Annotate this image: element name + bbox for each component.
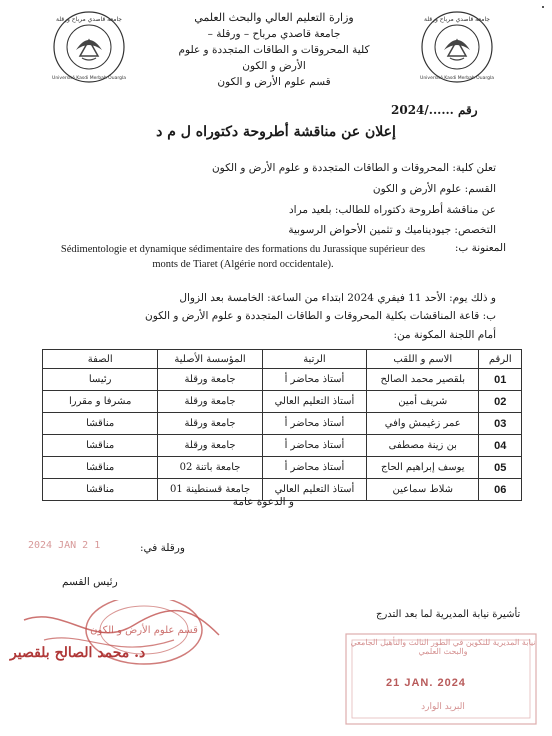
member-role: رئيسا bbox=[43, 369, 158, 391]
logo-arabic-text: جامعة قاصدي مرباح ورقلة bbox=[424, 16, 490, 23]
logo-latin-text: Université Kasdi Merbah Ouargla bbox=[52, 76, 126, 81]
member-name: يوسف إبراهيم الحاج bbox=[367, 457, 479, 479]
faculty-name: كلية المحروقات و الطاقات المتجددة و علوم الأرض و الكون bbox=[178, 44, 370, 72]
visa-label: تأشيرة نيابة المديرية لما بعد التدرج bbox=[376, 609, 521, 620]
member-number: 04 bbox=[479, 435, 522, 457]
member-name: عمر زغيمش وافي bbox=[367, 413, 479, 435]
member-role: مشرفا و مقررا bbox=[43, 391, 158, 413]
member-number: 03 bbox=[479, 413, 522, 435]
member-rank: أستاذ محاضر أ bbox=[262, 435, 366, 457]
member-number: 05 bbox=[479, 457, 522, 479]
member-number: 02 bbox=[479, 391, 522, 413]
column-header: الرقم bbox=[479, 350, 522, 369]
member-institution: جامعة قسنطينة 01 bbox=[158, 479, 262, 501]
member-number: 01 bbox=[479, 369, 522, 391]
reference-number: رقم ....../2024 bbox=[391, 103, 478, 117]
university-logo-right bbox=[420, 10, 494, 84]
thesis-title: Sédimentologie et dynamique sédimentaire des formations du Jurassique supérieur des monts de Tiaret (Algérie nord occidentale). bbox=[60, 244, 426, 270]
member-institution: جامعة باتنة 02 bbox=[158, 457, 262, 479]
member-institution: جامعة ورقلة bbox=[158, 413, 262, 435]
member-rank: أستاذ محاضر أ bbox=[262, 413, 366, 435]
logo-latin-text: Université Kasdi Merbah Ouargla bbox=[420, 76, 494, 81]
university-logo-left bbox=[52, 10, 126, 84]
table-row bbox=[43, 457, 522, 479]
member-name: بلقصير محمد الصالح bbox=[367, 369, 479, 391]
ministry-name: وزارة التعليم العالي والبحث العلمي bbox=[194, 11, 354, 24]
member-rank: أستاذ محاضر أ bbox=[262, 369, 366, 391]
thesis-label: المعنونة ب: bbox=[454, 242, 506, 254]
member-rank: أستاذ التعليم العالي bbox=[262, 479, 366, 501]
member-rank: أستاذ التعليم العالي bbox=[262, 391, 366, 413]
column-header: الصفة bbox=[43, 350, 158, 369]
announcement-venue: ب: قاعة المناقشات بكلية المحروقات و الطاقات المتجددة و علوم الأرض و الكون bbox=[145, 310, 496, 322]
announcement-faculty: تعلن كلية: المحروقات و الطاقات المتجددة و علوم الأرض و الكون bbox=[211, 162, 496, 174]
reception-stamp-date: 21 JAN. 2024 bbox=[386, 677, 466, 689]
column-header: الاسم و اللقب bbox=[367, 350, 479, 369]
page-mark bbox=[542, 6, 544, 8]
member-name: شريف أمين bbox=[367, 391, 479, 413]
reception-stamp-header: نيابة المديرية للتكوين في الطور الثالث والتأهيل الجامعي والبحث العلمي bbox=[350, 638, 536, 656]
member-name: بن زينة مصطفى bbox=[367, 435, 479, 457]
member-institution: جامعة ورقلة bbox=[158, 391, 262, 413]
department-name: قسم علوم الأرض و الكون bbox=[217, 76, 331, 88]
announcement-student: عن مناقشة أطروحة دكتوراه للطالب: بلعيد مراد bbox=[289, 204, 496, 216]
member-rank: أستاذ محاضر أ bbox=[262, 457, 366, 479]
member-institution: جامعة ورقلة bbox=[158, 369, 262, 391]
announcement-specialty: التخصص: جيوديناميك و تثمين الأحواض الرسوبية bbox=[288, 224, 496, 236]
member-role: مناقشا bbox=[43, 435, 158, 457]
column-header: المؤسسة الأصلية bbox=[158, 350, 262, 369]
table-row bbox=[43, 369, 522, 391]
signer-name: د. محمد الصالح بلقصير bbox=[10, 645, 146, 661]
member-institution: جامعة ورقلة bbox=[158, 435, 262, 457]
announcement-title: إعلان عن مناقشة أطروحة دكتوراه ل م د bbox=[156, 124, 396, 140]
member-name: شلاط سماعين bbox=[367, 479, 479, 501]
table-row bbox=[43, 413, 522, 435]
announcement-date: و ذلك يوم: الأحد 11 فيفري 2024 ابتداء من الساعة: الخامسة بعد الزوال bbox=[179, 292, 496, 304]
university-name: جامعة قاصدي مرباح – ورقلة – bbox=[207, 28, 341, 40]
member-number: 06 bbox=[479, 479, 522, 501]
table-row bbox=[43, 391, 522, 413]
head-of-department-title: رئيس القسم bbox=[62, 576, 118, 588]
member-role: مناقشا bbox=[43, 413, 158, 435]
stamp-text: قسم علوم الأرض و الكون bbox=[90, 625, 198, 636]
table-header-row bbox=[43, 350, 522, 369]
announcement-department: القسم: علوم الأرض و الكون bbox=[372, 183, 496, 195]
member-role: مناقشا bbox=[43, 479, 158, 501]
signature-place: ورقلة في: bbox=[140, 542, 185, 554]
general-invitation: و الدعوة عامة bbox=[232, 496, 294, 508]
member-role: مناقشا bbox=[43, 457, 158, 479]
committee-table bbox=[42, 349, 522, 501]
document-header bbox=[164, 10, 384, 90]
reception-stamp-footer: البريد الوارد bbox=[421, 702, 465, 712]
committee-intro: أمام اللجنة المكونة من: bbox=[393, 329, 496, 341]
table-row bbox=[43, 435, 522, 457]
column-header: الرتبة bbox=[262, 350, 366, 369]
date-stamp: 2024 JAN 2 1 bbox=[28, 540, 101, 551]
logo-arabic-text: جامعة قاصدي مرباح ورقلة bbox=[56, 16, 122, 23]
